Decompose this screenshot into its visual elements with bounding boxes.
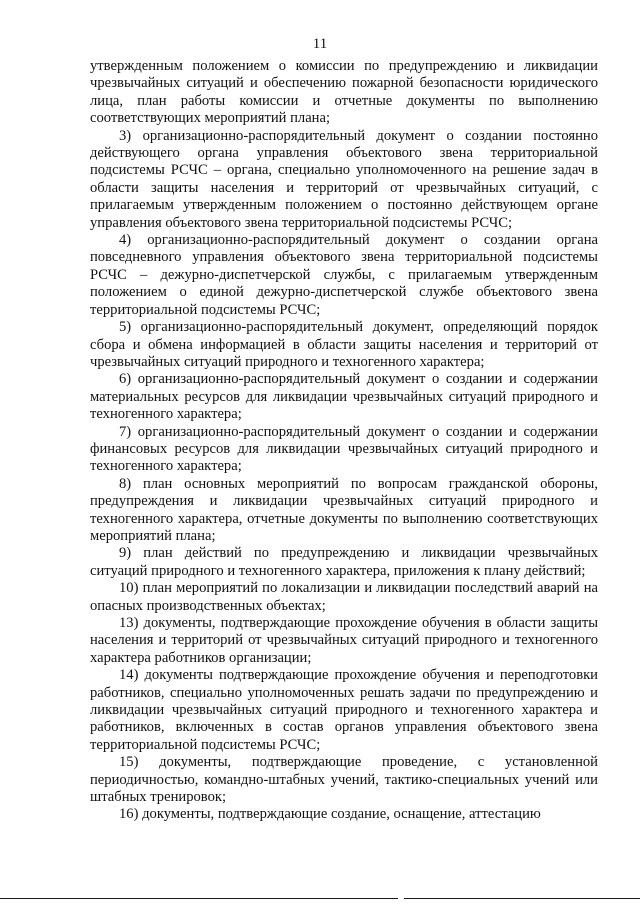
paragraph-item-13: 13) документы, подтверждающие прохождение обучения в области защиты населения и территорий от чрезвычайных ситуаций природного и техногенного характера работников организации; [90, 615, 598, 666]
paragraph-item-10: 10) план мероприятий по локализации и ликвидации последствий аварий на опасных производственных объектах; [90, 580, 598, 614]
paragraph-item-7: 7) организационно-распорядительный документ о создании и содержании финансовых ресурсов для ликвидации чрезвычайных ситуаций природного и техногенного характера; [90, 423, 598, 475]
paragraph-item-8: 8) план основных мероприятий по вопросам гражданской обороны, предупреждения и ликвидации чрезвычайных ситуаций природного и техногенного характера, отчетные документы по выполнению соответствующих мероприятий плана; [90, 475, 598, 544]
paragraph-item-4: 4) организационно-распорядительный документ о создании органа повседневного управления объектового звена территориальной подсистемы РСЧС – дежурно-диспетчерской службы, с прилагаемым утвержденным положением о единой дежурно-диспетчерской службе объектового звена территориальной подсистемы РСЧС; [90, 232, 598, 318]
paragraph-item-5: 5) организационно-распорядительный документ, определяющий порядок сбора и обмена информацией в области защиты населения и территорий от чрезвычайных ситуаций природного и техногенного характера; [90, 319, 598, 370]
paragraph-item-3: 3) организационно-распорядительный документ о создании постоянно действующего органа управления объектового звена территориальной подсистемы РСЧС – органа, специально уполномоченного на решение задач в области защиты населения и территорий от чрезвычайных ситуаций, с прилагаемым утвержденным положением о постоянно действующем органе управления объектового звена территориальной подсистемы РСЧС; [90, 127, 598, 231]
bottom-scan-line-gap [398, 896, 404, 902]
paragraph-item-14: 14) документы подтверждающие прохождение обучения и переподготовки работников, специально уполномоченных решать задачи по предупреждению и ликвидации чрезвычайных ситуаций природного и техногенного характера и работников, включенных в состав органов управления объектового звена территориальной подсистемы РСЧС; [90, 667, 598, 753]
paragraph-item-9: 9) план действий по предупреждению и ликвидации чрезвычайных ситуаций природного и техногенного характера, приложения к плану действий; [90, 545, 598, 579]
bottom-scan-line [0, 898, 640, 899]
paragraph-item-16: 16) документы, подтверждающие создание, оснащение, аттестацию [119, 806, 541, 823]
paragraph-continuation: утвержденным положением о комиссии по предупреждению и ликвидации чрезвычайных ситуаций и обеспечению пожарной безопасности юридического лица, план работы комиссии и отчетные документы по выполнению соответствующих мероприятий плана; [90, 58, 598, 127]
page-number: 11 [312, 36, 328, 52]
document-body [90, 58, 598, 824]
paragraph-item-6: 6) организационно-распорядительный документ о создании и содержании материальных ресурсов для ликвидации чрезвычайных ситуаций природного и техногенного характера; [90, 371, 598, 423]
paragraph-item-15: 15) документы, подтверждающие проведение, с установленной периодичностью, командно-штабных учений, тактико-специальных учений или штабных тренировок; [90, 754, 598, 806]
